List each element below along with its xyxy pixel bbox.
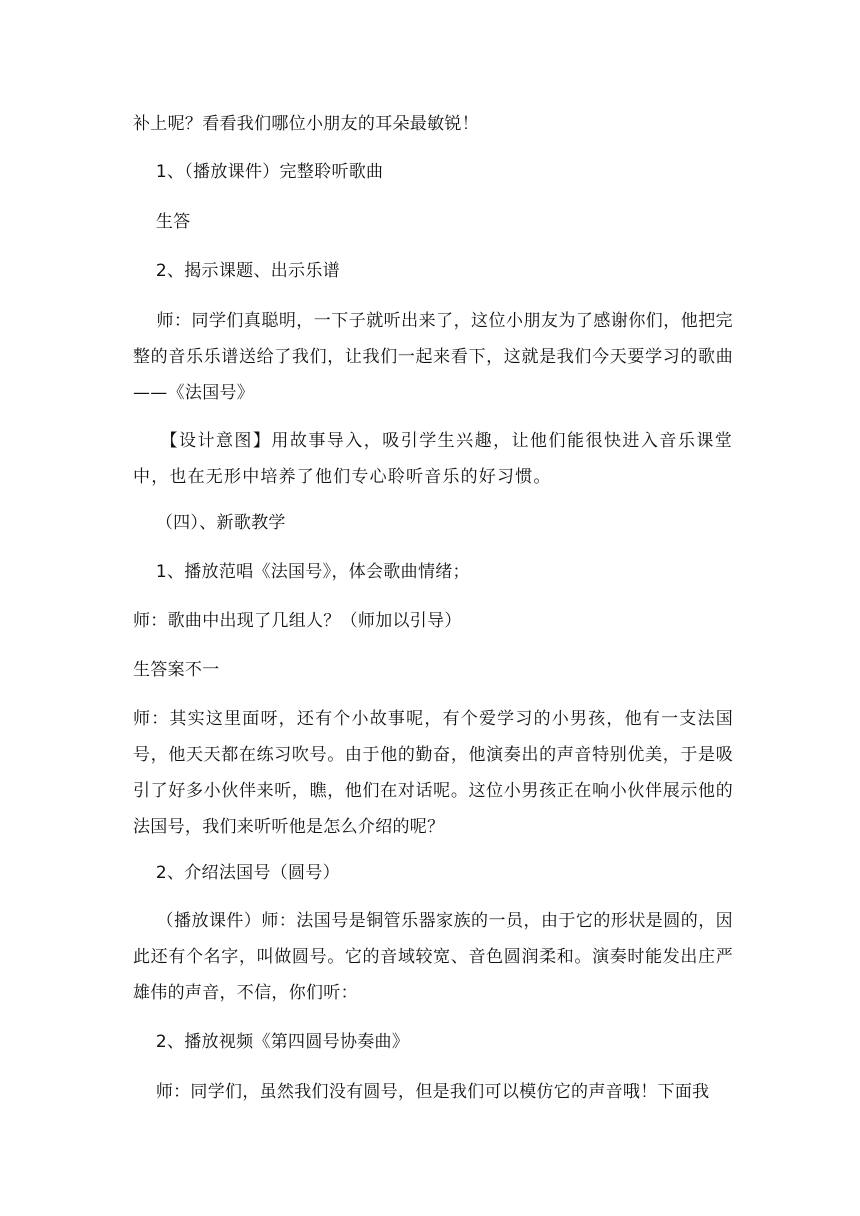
paragraph-horn-description: （播放课件）师：法国号是铜管乐器家族的一员，由于它的形状是圆的，因此还有个名字，叫做圆号。它的音域较宽、音色圆润柔和。演奏时能发出庄严雄伟的声音，不信，你们听： [133,911,733,1003]
paragraph-step-1-listen: 1、（播放课件）完整聆听歌曲 [133,162,384,182]
paragraph-teacher-question: 师：歌曲中出现了几组人？（师加以引导） [133,611,462,631]
paragraph-step-2-reveal-title: 2、揭示课题、出示乐谱 [133,261,340,281]
paragraph-teacher-imitate: 师：同学们，虽然我们没有圆号，但是我们可以模仿它的声音哦！下面我 [133,1082,710,1102]
paragraph-design-intent: 【设计意图】用故事导入，吸引学生兴趣，让他们能很快进入音乐课堂中，也在无形中培养了他们专心聆听音乐的好习惯。 [133,431,734,487]
paragraph-section-four-heading: （四）、新歌教学 [133,513,286,533]
paragraph-step-2-introduce-horn: 2、介绍法国号（圆号） [133,863,340,883]
paragraph-teacher-score: 师：同学们真聪明，一下子就听出来了，这位小朋友为了感谢你们，他把完整的音乐乐谱送给了我们，让我们一起来看下，这就是我们今天要学习的歌曲——《法国号》 [133,311,733,403]
paragraph-teacher-story: 师：其实这里面呀，还有个小故事呢，有个爱学习的小男孩，他有一支法国号，他天天都在练习吹号。由于他的勤奋，他演奏出的声音特别优美，于是吸引了好多小伙伴来听，瞧，他们在对话呢。这位小男孩正在响小伙伴展示他的法国号，我们来听听他是怎么介绍的呢？ [133,709,733,837]
paragraph-step-2-play-video: 2、播放视频《第四圆号协奏曲》 [133,1032,410,1052]
paragraph-student-answers-vary: 生答案不一 [133,660,220,680]
paragraph-step-1-model-singing: 1、播放范唱《法国号》，体会歌曲情绪； [133,562,470,582]
paragraph-intro-ending: 补上呢？看看我们哪位小朋友的耳朵最敏锐！ [133,114,479,134]
paragraph-student-answer: 生答 [133,212,191,232]
